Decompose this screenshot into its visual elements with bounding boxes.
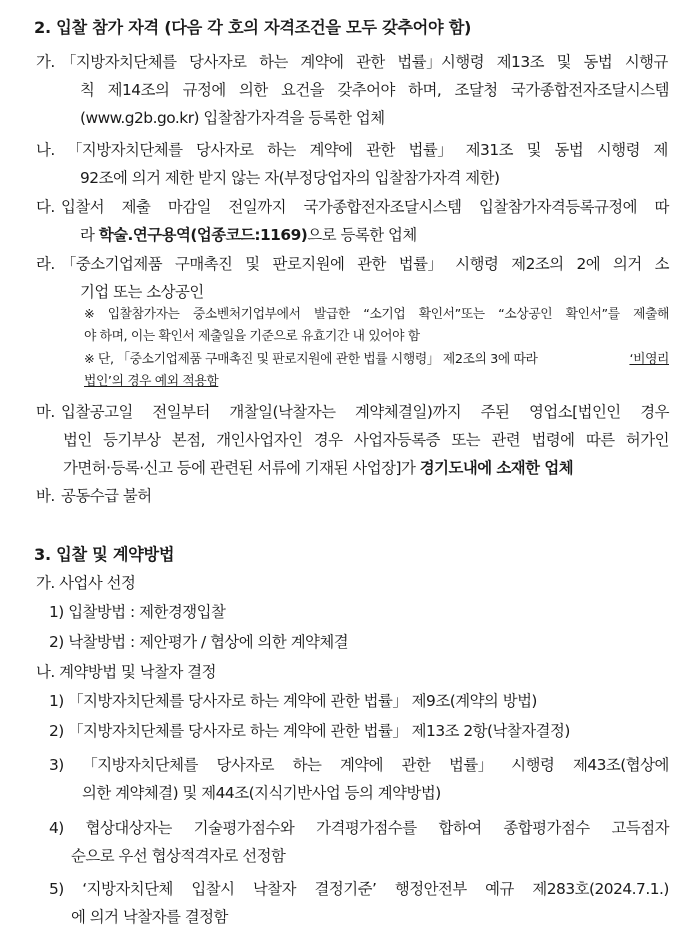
item-da-marker: 다.	[36, 198, 55, 216]
item-ba-text: 공동수급 불허	[61, 487, 152, 505]
item-ga-line-2-text: 칙 제14조의 규정에 의한 요건을 갖추어야 하며, 조달청 국가종합전자조달시스템	[80, 81, 669, 99]
section-3-sub-na: 나. 계약방법 및 낙찰자 결정	[36, 663, 217, 681]
item-ga-marker: 가.	[36, 53, 55, 71]
item-da-line-2-post: 으로 등록한 업체	[307, 226, 417, 244]
industry-code-text: 학술.연구용역(업종코드:1169)	[98, 226, 308, 244]
section-3-na-item-3-line-2: 의한 계약체결) 및 제44조(지식기반사업 등의 계약방법)	[82, 784, 441, 802]
item-na-line-2: 92조에 의거 제한 받지 않는 자(부정당업자의 입찰참가자격 제한)	[80, 169, 500, 187]
section-3-na-item-5-line-1-text: 5) ‘지방자치단체 입찰시 낙찰자 결정기준’ 행정안전부 예규 제283호(2024.7.1.)	[49, 880, 669, 898]
item-ra-note-2-pre-wrap	[84, 351, 629, 369]
item-ra-note-2-line-1	[84, 351, 669, 369]
item-ra-note-1-line-1-text: ※ 입찰참가자는 중소벤처기업부에서 발급한 “소기업 확인서”또는 “소상공인 확인서”를 제출해	[84, 307, 669, 322]
item-ga-line-2	[80, 80, 669, 100]
nonprofit-link-text: ‘비영리	[629, 352, 669, 367]
item-ma-line-3	[63, 458, 573, 478]
item-ra-note-2-line-2: 법인’의 경우 예외 적용함	[84, 374, 219, 389]
section-3-na-item-5-line-2: 에 의거 낙찰자를 결정함	[71, 908, 228, 926]
section-3-na-item-4-line-2: 순으로 우선 협상적격자로 선정함	[71, 847, 286, 865]
section-3-heading: 3. 입찰 및 계약방법	[34, 545, 175, 564]
item-ra-line-1-text: 「중소기업제품 구매촉진 및 판로지원에 관한 법률」 시행령 제2조의 2에 의거 소	[61, 255, 669, 273]
item-ra-line-2: 기업 또는 소상공인	[80, 283, 204, 301]
item-na-line-1	[67, 140, 668, 160]
item-da-line-1	[61, 197, 669, 217]
section-3-na-item-5-line-1	[49, 879, 669, 899]
item-da-line-2	[80, 225, 417, 245]
item-ra-note-1-line-2: 야 하며, 이는 확인서 제출일을 기준으로 유효기간 내 있어야 함	[84, 329, 420, 344]
section-3-ga-item-2: 2) 낙찰방법 : 제안평가 / 협상에 의한 계약체결	[49, 633, 349, 651]
item-ma-marker: 마.	[36, 403, 55, 421]
item-ma-line-1-text: 입찰공고일 전일부터 개찰일(낙찰자는 계약체결일)까지 주된 영업소[법인인 경우	[61, 403, 669, 421]
section-2-title-note: (다음 각 호의 자격조건을 모두 갖추어야 함)	[164, 18, 472, 37]
section-3-na-item-3-line-1-text: 3) 「지방자치단체를 당사자로 하는 계약에 관한 법률」 시행령 제43조(협상에	[49, 756, 669, 774]
item-ra-line-1	[61, 254, 669, 274]
item-ga-line-3: (www.g2b.go.kr) 입찰참가자격을 등록한 업체	[80, 109, 385, 127]
section-3-sub-ga: 가. 사업사 선정	[36, 574, 136, 592]
section-3-na-item-4-line-1-text: 4) 협상대상자는 기술평가점수와 가격평가점수를 합하여 종합평가점수 고득점자	[49, 819, 669, 837]
item-ma-line-2-text: 법인 등기부상 본점, 개인사업자인 경우 사업자등록증 또는 관련 법령에 따른 허가인	[63, 431, 669, 449]
section-3-na-item-3-line-1	[49, 755, 669, 775]
section-2-title: 2. 입찰 참가 자격	[34, 18, 159, 37]
item-ga-line-1-text: 「지방자치단체를 당사자로 하는 계약에 관한 법률」시행령 제13조 및 동법 시행규	[61, 53, 668, 71]
item-ra-marker: 라.	[36, 255, 55, 273]
section-3-ga-item-1: 1) 입찰방법 : 제한경쟁입찰	[49, 603, 226, 621]
section-3-na-item-4-line-1	[49, 818, 669, 838]
item-ma-line-3-pre: 가면허·등록·신고 등에 관련된 서류에 기재된 사업장]가	[63, 459, 420, 477]
item-ra-note-2-pre: ※ 단, 「중소기업제품 구매촉진 및 판로지원에 관한 법률 시행령」 제2조의 3에 따라	[84, 352, 542, 367]
item-ga-line-1	[61, 52, 668, 72]
item-na-marker: 나.	[36, 141, 55, 159]
item-ma-line-1	[61, 402, 669, 422]
item-ra-note-1-line-1	[84, 306, 669, 324]
item-ma-line-2	[63, 430, 669, 450]
section-3-na-item-2: 2) 「지방자치단체를 당사자로 하는 계약에 관한 법률」 제13조 2항(낙찰자결정)	[49, 722, 570, 740]
section-2-heading	[34, 18, 554, 38]
item-ba-marker: 바.	[36, 487, 55, 505]
item-da-line-1-text: 입찰서 제출 마감일 전일까지 국가종합전자조달시스템 입찰참가자격등록규정에 따	[61, 198, 669, 216]
section-3-na-item-1: 1) 「지방자치단체를 당사자로 하는 계약에 관한 법률」 제9조(계약의 방법)	[49, 692, 537, 710]
item-ra-note-2-line-1-row	[84, 351, 669, 369]
item-da-line-2-pre: 라	[80, 226, 99, 244]
gyeonggi-located-text: 경기도내에 소재한 업체	[419, 459, 574, 477]
item-na-line-1-text: 「지방자치단체를 당사자로 하는 계약에 관한 법률」 제31조 및 동법 시행령 제	[67, 141, 668, 159]
